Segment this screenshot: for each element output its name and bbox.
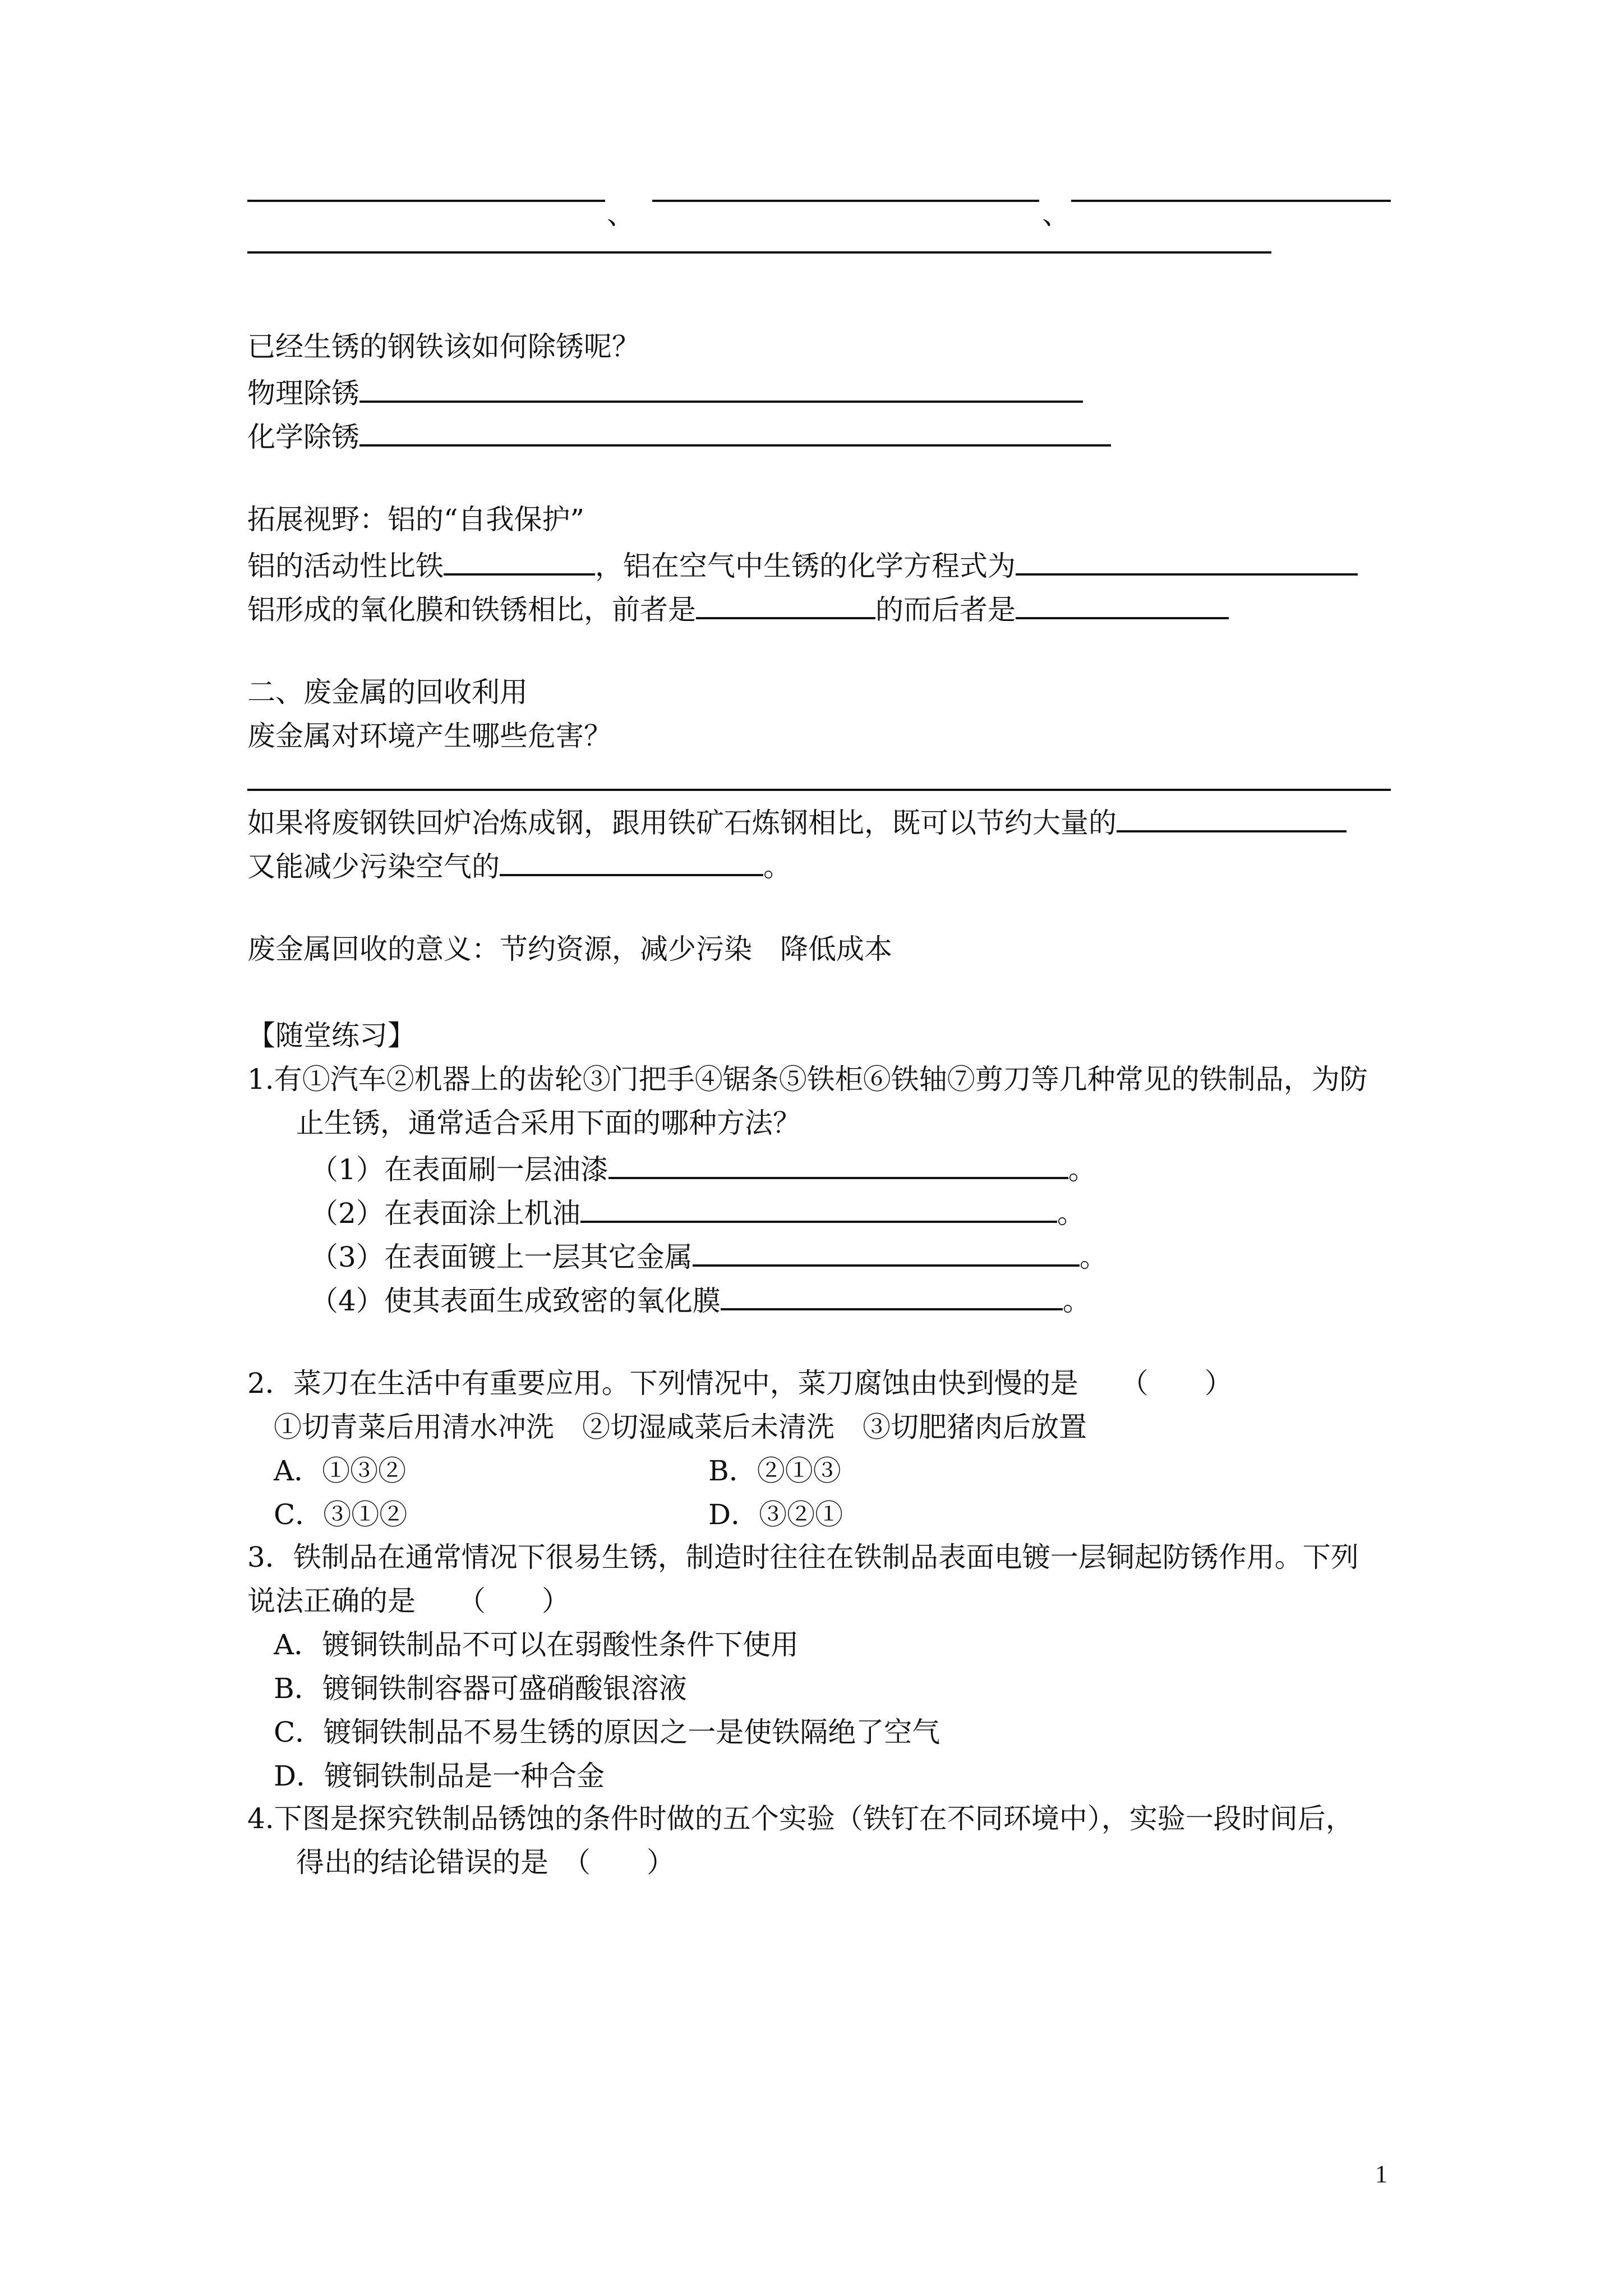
answer-blank [359, 374, 1083, 403]
blank-line [1071, 200, 1391, 202]
question-3-option-c: C．镀铜铁制品不易生锈的原因之一是使铁隔绝了空气 [274, 1716, 940, 1749]
question-3-option-a: A．镀铜铁制品不可以在弱酸性条件下使用 [274, 1628, 799, 1661]
aluminum-line-1: 铝的活动性比铁 ，铝在空气中生锈的化学方程式为 [247, 546, 1358, 583]
question-3-line-2: 说法正确的是 （ ） [247, 1585, 570, 1617]
question-2-option-d: D．③②① [708, 1498, 843, 1531]
aluminum-heading: 拓展视野：铝的“自我保护” [247, 503, 585, 536]
recycling-paragraph-line-2: 又能减少污染空气的 。 [247, 847, 791, 884]
rust-removal-question: 已经生锈的钢铁该如何除锈呢？ [247, 330, 640, 363]
aluminum-line-2: 铝形成的氧化膜和铁锈相比，前者是 的而后者是 [247, 590, 1229, 627]
blank-line [247, 251, 1271, 254]
recycling-meaning: 废金属回收的意义：节约资源，减少污染 降低成本 [247, 933, 892, 965]
practice-heading: 【随堂练习】 [247, 1019, 416, 1052]
question-3-line-1: 3．铁制品在通常情况下很易生锈，制造时往往在铁制品表面电镀一层铜起防锈作用。下列 [247, 1541, 1359, 1573]
question-2-stem: 2．菜刀在生活中有重要应用。下列情况中，菜刀腐蚀由快到慢的是 （ ） [247, 1367, 1233, 1400]
answer-blank [608, 1150, 1068, 1179]
answer-blank [1117, 803, 1347, 832]
question-1-item-3: （3）在表面镀上一层其它金属 。 [310, 1237, 1108, 1274]
recycling-question: 废金属对环境产生哪些危害？ [247, 720, 612, 752]
recycling-heading: 二、废金属的回收利用 [247, 676, 528, 708]
page-number: 1 [1375, 2160, 1387, 2188]
answer-blank [1016, 590, 1229, 619]
question-1-item-2: （2）在表面涂上机油 。 [310, 1194, 1085, 1230]
answer-blank [444, 546, 595, 576]
chemical-removal-label: 化学除锈 [247, 417, 1111, 454]
question-2-conditions: ①切青菜后用清水冲洗 ②切湿咸菜后未清洗 ③切肥猪肉后放置 [274, 1411, 1087, 1443]
blank-line [247, 200, 605, 202]
question-4-line-1: 4.下图是探究铁制品锈蚀的条件时做的五个实验（铁钉在不同环境中），实验一段时间后， [247, 1802, 1354, 1835]
question-3-option-d: D．镀铜铁制品是一种合金 [274, 1760, 605, 1792]
question-2-option-a: A．①③② [274, 1455, 407, 1487]
question-4-line-2: 得出的结论错误的是 （ ） [296, 1846, 675, 1879]
physical-removal-label: 物理除锈 [247, 374, 1083, 410]
answer-blank [721, 1281, 1063, 1310]
answer-blank [580, 1194, 1057, 1223]
question-1-item-4: （4）使其表面生成致密的氧化膜 。 [310, 1281, 1091, 1318]
answer-blank [247, 789, 1391, 791]
recycling-paragraph-line-1: 如果将废钢铁回炉冶炼成钢，跟用铁矿石炼钢相比，既可以节约大量的 [247, 803, 1347, 840]
answer-blank [1016, 546, 1358, 576]
blank-line [652, 200, 1039, 202]
question-1-line-2: 止生锈，通常适合采用下面的哪种方法？ [296, 1107, 801, 1139]
question-1-line-1: 1.有①汽车②机器上的齿轮③门把手④锯条⑤铁柜⑥铁轴⑦剪刀等几种常见的铁制品，为防 [247, 1063, 1368, 1096]
question-2-option-c: C．③①② [274, 1498, 408, 1531]
answer-blank [500, 847, 763, 876]
separator: 、 [1042, 198, 1070, 231]
question-2-option-b: B．②①③ [708, 1455, 841, 1487]
answer-blank [359, 417, 1111, 447]
question-1-item-1: （1）在表面刷一层油漆 。 [310, 1150, 1096, 1186]
answer-blank [696, 590, 875, 619]
answer-blank [693, 1237, 1080, 1267]
separator: 、 [607, 198, 635, 231]
question-3-option-b: B．镀铜铁制容器可盛硝酸银溶液 [274, 1672, 687, 1705]
